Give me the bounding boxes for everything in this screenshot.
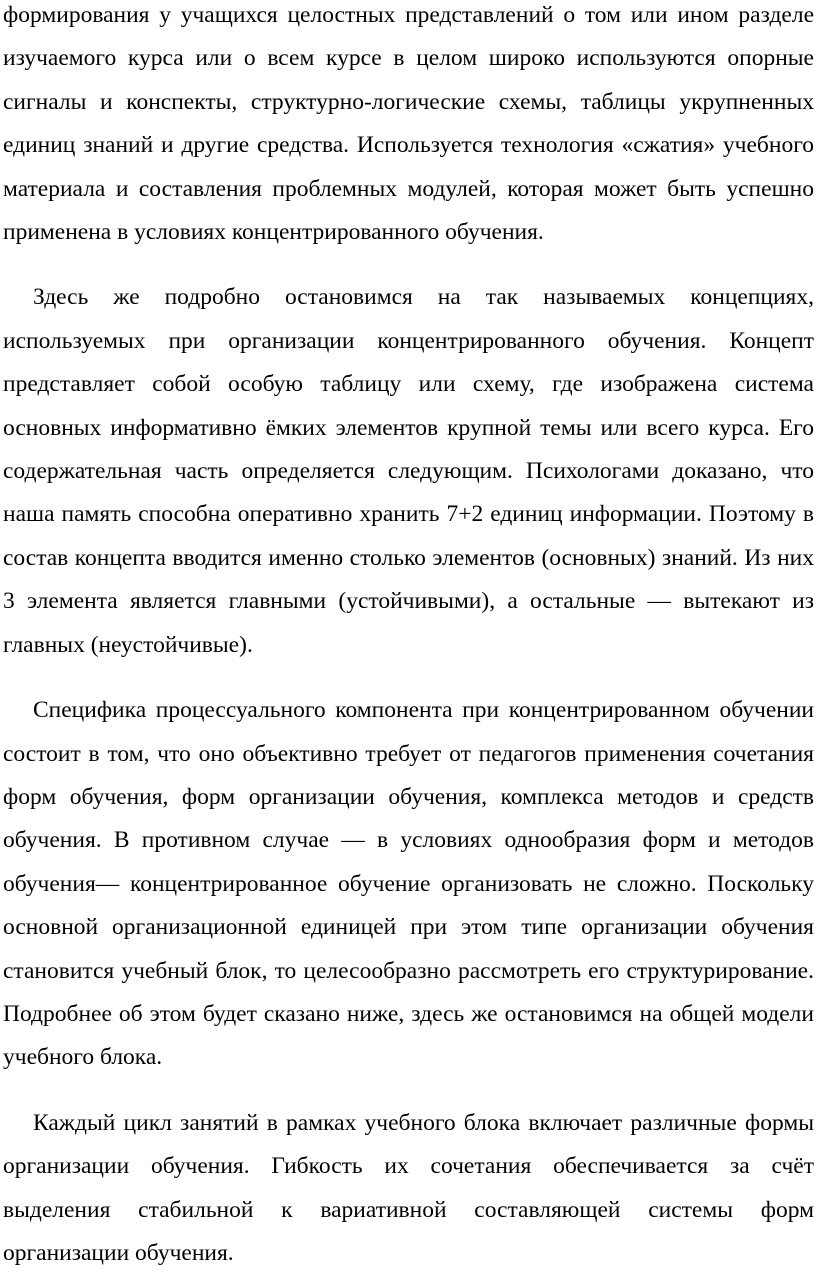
paragraph-2: Здесь же подробно остановимся на так называемых концепциях, используемых при организации концентрированного обучения. Концепт представляет собой особую таблицу или схему, где изображена система основных информативно ёмких элементов крупной темы или всего курса. Его содержательная часть определяется следующим. Психологами доказано, что наша память способна оперативно хранить 7+2 единиц информации. Поэтому в состав концепта вводится именно столько элементов (основных) знаний. Из них 3 элемента является главными (устойчивыми), а остальные — вытекают из главных (неустойчивые).	[3, 284, 814, 658]
paragraph-1: формирования у учащихся целостных представлений о том или ином разделе изучаемого курса или о всем курсе в целом широко используются опорные сигналы и конспекты, структурно-логические схемы, таблицы укрупненных единиц знаний и другие средства. Используется технология «сжатия» учебного материала и составления проблемных модулей, которая может быть успешно применена в условиях концентрированного обучения.	[3, 2, 814, 246]
paragraph-3: Специфика процессуального компонента при концентрированном обучении состоит в том, что оно объективно требует от педагогов применения сочетания форм обучения, форм организации обучения, комплекса методов и средств обучения. В противном случае — в условиях однообразия форм и методов обучения— концентрированное обучение организовать не сложно. Поскольку основной организационной единицей при этом типе организации обучения становится учебный блок, то целесообразно рассмотреть его структурирование. Подробнее об этом будет сказано ниже, здесь же остановимся на общей модели учебного блока.	[3, 697, 814, 1071]
paragraph-4: Каждый цикл занятий в рамках учебного блока включает различные формы организации обучения. Гибкость их сочетания обеспечивается за счёт выделения стабильной к вариативной составляющей системы форм организации обучения.	[3, 1109, 814, 1266]
